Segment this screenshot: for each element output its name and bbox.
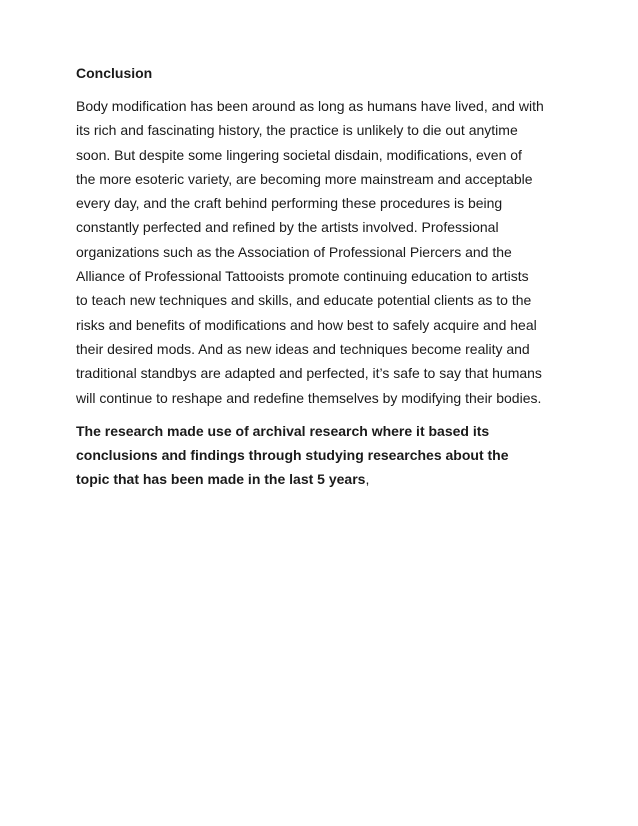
research-paragraph bbox=[76, 419, 576, 492]
conclusion-paragraph bbox=[76, 94, 576, 410]
paragraph-line: Body modification has been around as long as humans have lived, and with bbox=[76, 98, 544, 114]
paragraph-line: risks and benefits of modifications and how best to safely acquire and heal bbox=[76, 316, 537, 333]
bold-paragraph-line bbox=[76, 467, 576, 491]
bold-paragraph-line: conclusions and findings through studying researches about the bbox=[76, 447, 509, 464]
paragraph-line: will continue to reshape and redefine themselves by modifying their bodies. bbox=[76, 389, 542, 406]
paragraph-line: Alliance of Professional Tattooists promote continuing education to artists bbox=[76, 268, 529, 285]
paragraph-line: their desired mods. And as new ideas and techniques become reality and bbox=[76, 340, 530, 357]
bold-paragraph-line: The research made use of archival research where it based its bbox=[76, 422, 490, 439]
document-content bbox=[76, 64, 576, 492]
paragraph-gap bbox=[76, 410, 576, 419]
paragraph-line: constantly perfected and refined by the artists involved. Professional bbox=[76, 219, 499, 236]
paragraph-line: to teach new techniques and skills, and educate potential clients as to the bbox=[76, 292, 532, 309]
bold-line-text: topic that has been made in the last 5 years bbox=[76, 471, 366, 488]
paragraph-line: every day, and the craft behind performing these procedures is being bbox=[76, 195, 503, 212]
section-heading: Conclusion bbox=[76, 65, 153, 81]
trailing-comma: , bbox=[365, 471, 370, 488]
paragraph-line: its rich and fascinating history, the practice is unlikely to die out anytime bbox=[76, 122, 518, 139]
paragraph-line: organizations such as the Association of Professional Piercers and the bbox=[76, 243, 512, 260]
paragraph-line: the more esoteric variety, are becoming more mainstream and acceptable bbox=[76, 170, 533, 187]
paragraph-line: soon. But despite some lingering societal disdain, modifications, even of bbox=[76, 146, 522, 163]
paragraph-line: traditional standbys are adapted and perfected, it’s safe to say that humans bbox=[76, 365, 542, 382]
